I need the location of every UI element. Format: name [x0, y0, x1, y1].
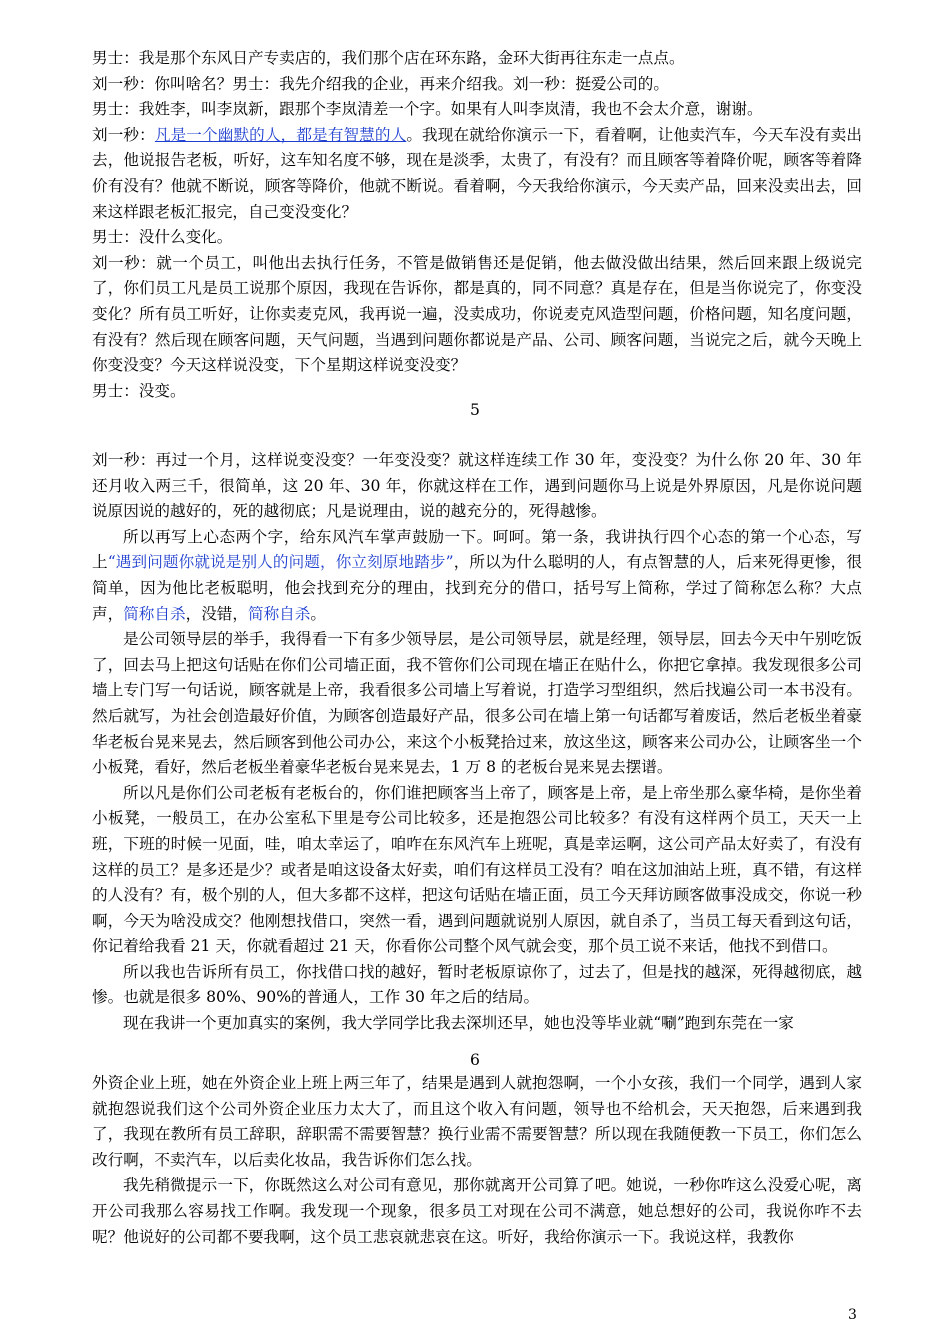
page-number: 3 [848, 1307, 857, 1323]
paragraph-text: 所以再写上心态两个字，给东风汽车掌声鼓励一下。呵呵。第一条，我讲执行四个心态的第一个心态，写上 [92, 527, 862, 572]
paragraph: 男士：我是那个东风日产专卖店的，我们那个店在环东路，金环大街再往东走一点点。 [92, 49, 685, 67]
paragraph: 男士：没变。 [92, 381, 186, 400]
paragraph: 现在我讲一个更加真实的案例，我大学同学比我去深圳还早，她也没等毕业就“唰”跑到东莞在一家 [123, 1014, 794, 1033]
paragraph: 所以凡是你们公司老板有老板台的，你们谁把顾客当上帝了，顾客是上帝，是上帝坐那么豪华椅，是你坐着小板凳，一般员工，在办公室私下里是夸公司比较多，还是抱怨公司比较多？有没有这样两个员工，天天一上班，下班的时候一见面，哇，咱太幸运了，咱咋在东风汽车上班呢，真是幸运啊，这公司产品太好卖了，有没有这样的员工？是多还是少？或者是咱这设备太好卖，咱们有这样员工没有？咱在这加油站上班，真不错，有这样的人没有？有，极个别的人，但大多都不这样，把这句话贴在墙正面，员工今天拜访顾客做事没成交，你说一秒啊，今天为啥没成交？他刚想找借口，突然一看，遇到问题就说别人原因，就自杀了，当员工每天看到这句话，你记着给我看 21 天，你就看超过 21 天，你看你公司整个风气就会变，那个员工说不来话，他找不到借口。 [92, 783, 862, 956]
highlighted-term: 简称自杀 [247, 604, 311, 623]
paragraph: 刘一秒：就一个员工，叫他出去执行任务，不管是做销售还是促销，他去做没做出结果，然后回来跟上级说完了，你们员工凡是员工说那个原因，我现在告诉你，都是真的，同不同意？真是存在，但是当你说完了，你变没变化？所有员工听好，让你卖麦克风，我再说一遍，没卖成功，你说麦克风造型问题，价格问题，知名度问题，有没有？然后现在顾客问题，天气问题，当遇到问题你都说是产品、公司、顾客问题，当说完之后，就今天晚上你变没变？今天这样说没变，下个星期这样说变没变？ [92, 253, 862, 375]
paragraph-text: 。 [310, 604, 326, 623]
paragraph-text: 。我现在就给你演示一下，看着啊，让他卖汽车，今天车没有卖出去，他说报告老板，听好，这车知名度不够，现在是淡季，太贵了，有没有？而且顾客等着降价呢，顾客等着降价有没有？他就不断说，顾客等降价，他就不断说。看着啊，今天我给你演示，今天卖产品，回来没卖出去，回来这样跟老板汇报完，自己变没变化？ [92, 125, 862, 221]
paragraph: 男士：我姓李，叫李岚新，跟那个李岚清差一个字。如果有人叫李岚清，我也不会太介意，谢谢。 [92, 100, 763, 119]
paragraph: 外资企业上班，她在外资企业上班上两三年了，结果是遇到人就抱怨啊，一个小女孩，我们一个同学，遇到人家就抱怨说我们这个公司外资企业压力太大了，而且这个收入有问题，领导也不给机会，天天抱怨，后来遇到我了，我现在教所有员工辞职，辞职需不需要智慧？换行业需不需要智慧？所以现在我随便教一下员工，你们怎么改行啊，不卖汽车，以后卖化妆品，我告诉你们怎么找。 [92, 1074, 862, 1169]
paragraph [92, 123, 862, 225]
paragraph: 刘一秒：你叫啥名？男士：我先介绍我的企业，再来介绍我。刘一秒：挺爱公司的。 [92, 74, 669, 93]
paragraph: 我先稍微提示一下，你既然这么对公司有意见，那你就离开公司算了吧。她说，一秒你咋这么没爱心呢，离开公司我那么容易找工作啊。我发现一个现象，很多员工对现在公司不满意，她总想好的公司，我说你咋不去呢？他说好的公司都不要我啊，这个员工悲哀就悲哀在这。听好，我给你演示一下。我说这样，我教你 [92, 1176, 862, 1246]
dialogue-block-top [92, 46, 862, 404]
highlighted-quote: “遇到问题你就说是别人的问题，你立刻原地踏步” [107, 553, 454, 572]
paragraph: 刘一秒：再过一个月，这样说变没变？一年变没变？就这样连续工作 30 年，变没变？为什么你 20 年、30 年还月收入两三千，很简单，这 20 年、30 年，你就这样在工作，遇到问题你马上说是外界原因，凡是你说问题说原因说的越好的，死的越彻底；凡是说理由，说的越充分的，死得越惨。 [92, 451, 862, 521]
quote-link[interactable]: 凡是一个幽默的人，都是有智慧的人 [154, 125, 407, 144]
paragraph-text: ，所以为什么聪明的人，有点智慧的人，后来死得更惨，很简单，因为他比老板聪明，他会找到充分的理由，找到充分的借口，括号写上简称，学过了简称怎么称？大点声， [92, 553, 862, 623]
page-number-5: 5 [470, 401, 480, 419]
text-block-middle [92, 448, 862, 1037]
paragraph: 是公司领导层的举手，我得看一下有多少领导层，是公司领导层，就是经理，领导层，回去今天中午别吃饭了，回去马上把这句话贴在你们公司墙正面，我不管你们公司现在墙正在贴什么，你把它拿掉。我发现很多公司墙上专门写一句话说，顾客就是上帝，我看很多公司墙上写着说，打造学习型组织，然后找遍公司一本书没有。然后就写，为社会创造最好价值，为顾客创造最好产品，很多公司在墙上第一句话都写着废话，然后老板坐着豪华老板台晃来晃去，然后顾客到他公司办公，来这个小板凳拾过来，放这坐这，顾客来公司办公，让顾客坐一个小板凳，看好，然后老板坐着豪华老板台晃来晃去，1 万 8 的老板台晃来晃去摆谱。 [92, 630, 862, 777]
paragraph: 所以我也告诉所有员工，你找借口找的越好，暂时老板原谅你了，过去了，但是找的越深，死得越彻底，越惨。也就是很多 80%、90%的普通人，工作 30 年之后的结局。 [92, 962, 862, 1007]
speaker-label: 刘一秒： [92, 125, 155, 144]
highlighted-term: 简称自杀 [123, 604, 186, 623]
paragraph [92, 525, 862, 627]
paragraph-text: ，没错， [185, 604, 248, 623]
text-block-bottom [92, 1071, 862, 1250]
paragraph: 男士：没什么变化。 [92, 228, 233, 247]
page-number-6: 6 [470, 1051, 480, 1069]
